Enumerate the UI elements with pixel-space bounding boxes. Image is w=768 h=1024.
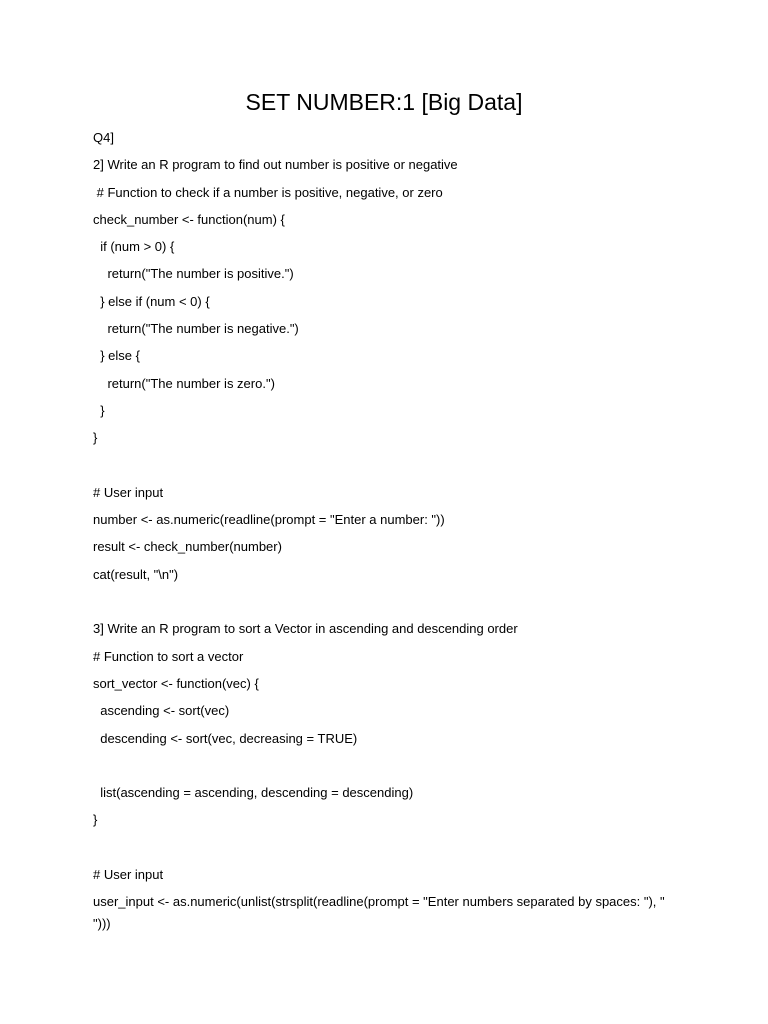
code-line: sort_vector <- function(vec) { [93,675,259,691]
code-line: } else { [93,348,140,364]
code-line: } else if (num < 0) { [93,293,210,309]
code-comment: # Function to sort a vector [93,648,244,664]
code-line: user_input <- as.numeric(unlist(strsplit(readline(prompt = "Enter numbers separated by spaces: "), " [93,894,665,910]
code-line: } [93,430,98,446]
question-heading: 3] Write an R program to sort a Vector in ascending and descending order [93,621,518,637]
code-line: return("The number is negative.") [93,321,299,337]
text-line: Q4] [93,130,114,145]
code-line: ascending <- sort(vec) [93,703,230,719]
blank-line [93,455,693,482]
code-line: cat(result, "\n") [93,566,179,582]
question-heading: 2] Write an R program to find out number is positive or negative [93,157,458,173]
code-comment: # User input [93,484,164,500]
code-line: list(ascending = ascending, descending = descending) [93,785,414,801]
code-line: } [93,812,98,828]
code-line: } [93,402,105,418]
code-comment: # Function to check if a number is positive, negative, or zero [93,184,443,200]
code-line: descending <- sort(vec, decreasing = TRUE) [93,730,358,746]
blank-line [93,755,693,782]
code-line: return("The number is positive.") [93,266,294,282]
code-line-continuation: "))) [93,916,111,932]
code-line: check_number <- function(num) { [93,211,285,227]
blank-line [93,591,693,618]
document-title: SET NUMBER:1 [Big Data] [245,89,523,115]
code-line: if (num > 0) { [93,239,175,255]
code-line: result <- check_number(number) [93,539,282,555]
code-comment: # User input [93,867,164,883]
code-line: number <- as.numeric(readline(prompt = "Enter a number: ")) [93,512,445,528]
document-body [93,127,693,935]
blank-line [93,837,693,864]
code-line: return("The number is zero.") [93,375,275,391]
